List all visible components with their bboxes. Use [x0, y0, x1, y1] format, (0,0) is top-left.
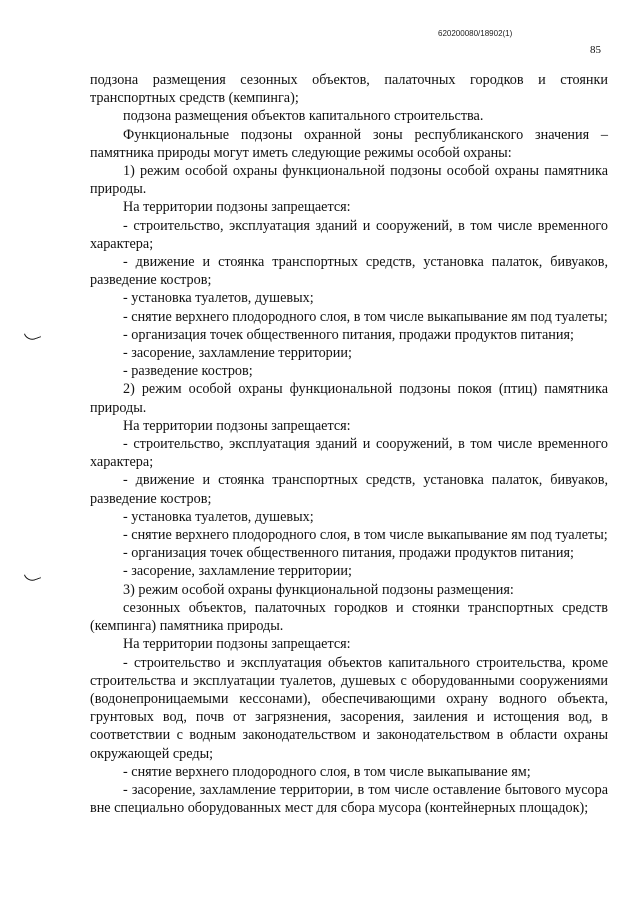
paragraph: - засорение, захламление территории, в том числе оставление бытового мусора вне специально оборудованных мест для сбора мусора (контейнерных площадок);	[90, 781, 608, 817]
paragraph: - строительство и эксплуатация объектов капитального строительства, кроме строительства и эксплуатации туалетов, душевых с оборудованными сооружениями (водонепроницаемыми кессонами), обеспечивающими охрану водного объекта, грунтовых вод, почв от загрязнения, засорения, заиления и истощения вод, в соответствии с водным законодательством и законодательством в области охраны окружающей среды;	[90, 654, 608, 762]
paragraph: - установка туалетов, душевых;	[123, 508, 314, 525]
paragraph: - засорение, захламление территории;	[123, 563, 352, 580]
paragraph: подзона размещения сезонных объектов, палаточных городков и стоянки транспортных средств (кемпинга);	[90, 72, 608, 107]
paragraph: - организация точек общественного питания, продажи продуктов питания;	[123, 545, 574, 562]
margin-check-mark-icon	[24, 570, 41, 584]
document-id: 620200080/18902(1)	[438, 29, 513, 38]
paragraph: - строительство, эксплуатация зданий и сооружений, в том числе временного характера;	[90, 217, 608, 252]
paragraph: - засорение, захламление территории;	[123, 345, 352, 362]
paragraph: На территории подзоны запрещается:	[123, 417, 351, 434]
paragraph: 2) режим особой охраны функциональной подзоны покоя (птиц) памятника природы.	[90, 381, 608, 416]
margin-check-mark-icon	[24, 329, 41, 343]
paragraph: - снятие верхнего плодородного слоя, в том числе выкапывание ям под туалеты;	[123, 527, 608, 544]
paragraph: На территории подзоны запрещается:	[123, 199, 351, 216]
paragraph: - движение и стоянка транспортных средств, установка палаток, бивуаков, разведение костров;	[90, 472, 608, 507]
page-number: 85	[590, 44, 601, 56]
paragraph: сезонных объектов, палаточных городков и стоянки транспортных средств (кемпинга) памятника природы.	[90, 599, 608, 635]
paragraph: - строительство, эксплуатация зданий и сооружений, в том числе временного характера;	[90, 436, 608, 471]
paragraph: подзона размещения объектов капитального строительства.	[123, 108, 484, 125]
document-body	[90, 71, 608, 817]
paragraph: - разведение костров;	[123, 363, 253, 380]
paragraph: - движение и стоянка транспортных средств, установка палаток, бивуаков, разведение костров;	[90, 254, 608, 289]
paragraph: - установка туалетов, душевых;	[123, 290, 314, 307]
paragraph: - снятие верхнего плодородного слоя, в том числе выкапывание ям под туалеты;	[123, 308, 608, 325]
paragraph: Функциональные подзоны охранной зоны республиканского значения – памятника природы могут иметь следующие режимы особой охраны:	[90, 126, 608, 161]
paragraph: - организация точек общественного питания, продажи продуктов питания;	[123, 326, 574, 343]
paragraph: 3) режим особой охраны функциональной подзоны размещения:	[123, 581, 514, 598]
paragraph: 1) режим особой охраны функциональной подзоны особой охраны памятника природы.	[90, 163, 608, 198]
paragraph: На территории подзоны запрещается:	[123, 636, 351, 653]
paragraph: - снятие верхнего плодородного слоя, в том числе выкапывание ям;	[123, 763, 531, 780]
